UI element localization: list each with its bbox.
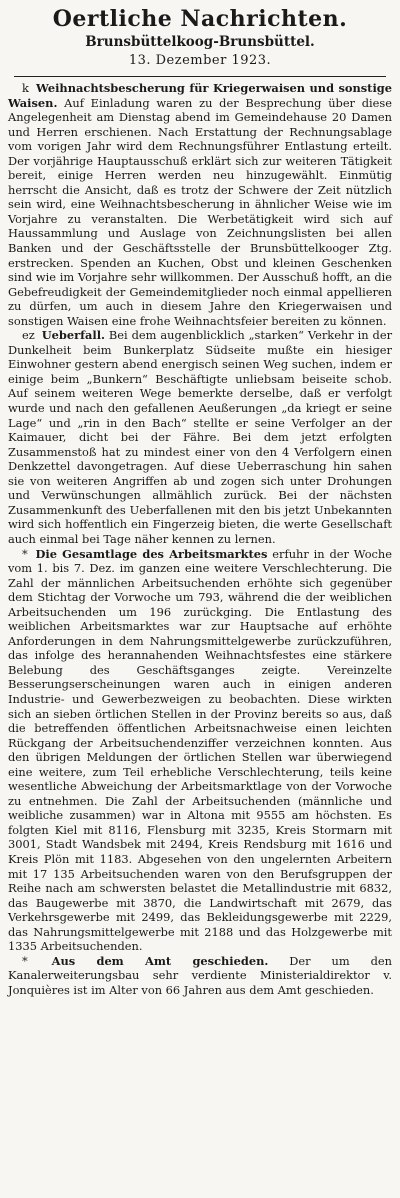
article-weihnachtsbescherung <box>8 81 392 328</box>
article-arbeitsmarkt <box>8 547 392 954</box>
article-heading: Die Gesamtlage des Arbeitsmarktes <box>35 546 268 561</box>
article-marker: * <box>22 546 28 561</box>
article-heading: Weihnachtsbescherung für Kriegerwaisen und sonstige Waisen. <box>8 81 392 110</box>
locality-line: Brunsbüttelkoog-Brunsbüttel. <box>85 34 315 50</box>
article-marker: * <box>22 953 28 968</box>
date-line: 13. Dezember 1923. <box>128 53 272 68</box>
article-body: Der um den Kanalerweiterungsbau sehr verdiente Ministerialdirektor v. Jonquières ist im Alter von 66 Jahren aus dem Amt geschieden. <box>8 953 393 997</box>
article-amt-geschieden <box>8 954 392 998</box>
article-heading: Ueberfall. <box>41 328 105 343</box>
article-heading: Aus dem Amt geschieden. <box>51 953 269 968</box>
header-rule <box>14 76 386 77</box>
article-body: erfuhr in der Woche vom 1. bis 7. Dez. im ganzen eine weitere Verschlechterung. Die Zahl der männlichen Arbeitsuchenden erhöhte sich gegenüber dem Stichtag der Vorwoche um 793, während die der weiblichen Arbeitsuchenden um 196 zurückging. Die Entlastung des weiblichen Arbeitsmarktes war zur Hauptsache auf erhöhte Anforderungen in dem Nahrungsmittelgewerbe zurückzuführen, das infolge des herannahenden Weihnachtsfestes eine stärkere Belebung des Geschäftsganges zeigte. Vereinzelte Besserungserscheinungen waren auch in einigen anderen Industrie- und Gewerbezweigen zu beobachten. Diese wirkten sich an sieben örtlichen Stellen in der Provinz bereits so aus, daß die betreffenden öffentlichen Arbeitsnachweise einen leichten Rückgang der Arbeitsuchendenziffer verzeichnen konnten. Aus den übrigen Meldungen der örtlichen Stellen war überwiegend eine weitere, zum Teil erhebliche Verschlechterung, teils keine wesentliche Abweichung der Arbeitsmarktlage von der Vorwoche zu entnehmen. Die Zahl der Arbeitsuchenden (männliche und weibliche zusammen) war in Altona mit 9555 am höchsten. Es folgten Kiel mit 8116, Flensburg mit 3235, Kreis Stormarn mit 3001, Stadt Wandsbek mit 2494, Kreis Rendsburg mit 1616 und Kreis Plön mit 1183. Abgesehen von den ungelernten Arbeitern mit 17 135 Arbeitsuchenden waren von den Berufsgruppen der Reihe nach am schwersten belastet die Metallindustrie mit 6832, das Baugewerbe mit 3870, die Landwirtschaft mit 2679, das Verkehrsgewerbe mit 2499, das Bekleidungsgewerbe mit 2229, das Nahrungsmittelgewerbe mit 2188 und das Holzgewerbe mit 1335 Arbeitsuchenden. <box>8 546 393 954</box>
article-marker: ez <box>22 328 35 343</box>
section-title: Oertliche Nachrichten. <box>52 6 348 32</box>
article-ueberfall <box>8 328 392 546</box>
section-masthead <box>8 6 392 69</box>
article-body: Bei dem augenblicklich „starken“ Verkehr in der Dunkelheit beim Bunkerplatz Südseite mußte ein hiesiger Einwohner gestern abend energisch seinen Weg suchen, indem er einige beim „Bunkern“ Beschäftigte unliebsam beiseite schob. Auf seinem weiteren Wege bemerkte derselbe, daß er verfolgt wurde und nach den gefallenen Aeußerungen „da kriegt er seine Lage“ und „rin in den Bach“ stellte er seine Verfolger an der Kaimauer, dicht bei der Fähre. Bei dem jetzt erfolgten Zusammenstoß hat zu mindest einer von den 4 Verfolgern einen Denkzettel davongetragen. Auf diese Ueberraschung hin sahen sie von weiteren Angriffen ab und zogen sich unter Drohungen und Verwünschungen allmählich zurück. Bei der nächsten Zusammenkunft des Ueberfallenen mit den bis jetzt Unbekannten wird sich hoffentlich ein Fingerzeig bieten, die werte Gesellschaft auch einmal bei Tage näher kennen zu lernen. <box>8 328 393 546</box>
article-marker: k <box>22 81 29 95</box>
article-body: Auf Einladung waren zu der Besprechung über diese Angelegenheit am Dienstag abend im Gemeindehause 20 Damen und Herren erschienen. Nach Erstattung der Rechnungsablage vom vorigen Jahr wird dem Rechnungsführer Entlastung erteilt. Der vorjährige Hauptausschuß erklärt sich zur weiteren Tätigkeit bereit, einige Herren werden neu hinzugewählt. Einmütig herrscht die Ansicht, daß es trotz der Schwere der Zeit nützlich sein wird, eine Weihnachtsbescherung in ähnlicher Weise wie im Vorjahre zu veranstalten. Die Werbetätigkeit wird sich auf Haussammlung und Auslage von Zeichnungslisten bei allen Banken und der Geschäftsstelle der Brunsbüttelkooger Ztg. erstrecken. Spenden an Kuchen, Obst und kleinen Geschenken sind wie im Vorjahre sehr willkommen. Der Ausschuß hofft, an die Gebefreudigkeit der Gemeindemitglieder noch einmal appellieren zu dürfen, um auch in diesem Jahre den Kriegerwaisen und sonstigen Waisen eine frohe Weihnachtsfeier bereiten zu können. <box>8 95 392 328</box>
